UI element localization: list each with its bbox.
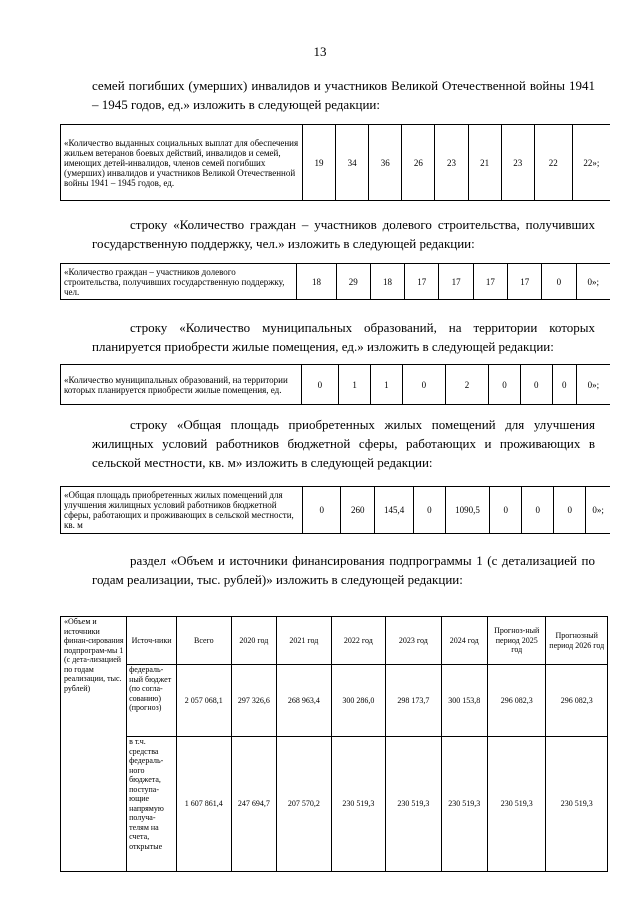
column-header: 2022 год [331,617,386,665]
table-cell: 297 326,6 [231,665,277,737]
table-cell: 230 519,3 [331,737,386,872]
table-cell: 230 519,3 [487,737,546,872]
table-cell: 0 [303,487,341,534]
column-header: 2024 год [441,617,487,665]
paragraph-intro: семей погибших (умерших) инвалидов и участников Великой Отечественной войны 1941 – 1945 годов, ед.» изложить в следующей редакции: [92,78,595,112]
table-cell: 17 [405,264,439,300]
table-cell: 18 [370,264,404,300]
source-cell: федераль-ный бюджет (по согла-сованию) (прогноз) [127,665,177,737]
column-header: Источ-ники [127,617,177,665]
table-cell: 0 [554,487,586,534]
table-cell: 1090,5 [445,487,489,534]
table-cell: 2 [445,365,488,405]
table-social-payments [60,124,610,201]
table-cell: 22 [534,125,572,201]
table-cell: 0 [522,487,554,534]
table-cell: 34 [336,125,369,201]
table-row-label: «Количество муниципальных образований, на территории которых планируется приобрести жилые помещения, ед. [61,365,302,405]
table-row [61,125,611,201]
column-header: 2021 год [277,617,332,665]
table-cell: 296 082,3 [487,665,546,737]
table-cell: 207 570,2 [277,737,332,872]
table-cell: 22»; [572,125,610,201]
table-cell: 0 [402,365,445,405]
table-row [61,487,611,534]
table-cell: 19 [302,125,335,201]
table-cell: 230 519,3 [546,737,608,872]
table-cell: 18 [297,264,336,300]
paragraph-share-construction: строку «Количество граждан – участников долевого строительства, получивших государственную поддержку, чел.» изложить в следующей редакции: [92,217,595,251]
table-row [61,365,611,405]
table-cell: 17 [473,264,507,300]
table-cell: 0 [413,487,445,534]
column-header: Прогнозный период 2026 год [546,617,608,665]
table-row [61,737,608,872]
table-cell: 247 694,7 [231,737,277,872]
column-header: 2023 год [386,617,441,665]
table-cell: 1 [370,365,402,405]
table-cell: 0»; [576,365,610,405]
table-cell: 0 [301,365,338,405]
table-cell: 21 [468,125,501,201]
table-row [61,264,611,300]
table-cell: 145,4 [375,487,413,534]
table-cell: 300 153,8 [441,665,487,737]
table-cell: 298 173,7 [386,665,441,737]
paragraph-living-area: строку «Общая площадь приобретенных жилых помещений для улучшения жилищных условий работников бюджетной сферы, работающих и проживающих в сельской местности, кв. м» изложить в следующей редакции: [92,417,595,470]
table-cell: 268 963,4 [277,665,332,737]
table-cell: 0»; [586,487,610,534]
table-cell: 36 [369,125,402,201]
financing-table [60,616,608,872]
table-living-area [60,486,610,534]
table-row-label: «Количество граждан – участников долевого строительства, получивших государственную поддержку, чел. [61,264,297,300]
paragraph-financing: раздел «Объем и источники финансирования подпрограммы 1 (с детализацией по годам реализации, тыс. рублей)» изложить в следующей редакции: [92,553,595,587]
table-cell: 23 [501,125,534,201]
table-row-label: «Количество выданных социальных выплат для обеспечения жильем ветеранов боевых действий, инвалидов и семей, имеющих детей-инвалидов, членов семей погибших (умерших) инвалидов и участников Великой Отечественной войны 1941 – 1945 годов, ед. [61,125,303,201]
table-cell: 29 [336,264,370,300]
table-cell: 17 [439,264,473,300]
table-cell: 0 [490,487,522,534]
table-cell: 0 [520,365,552,405]
paragraph-municipalities: строку «Количество муниципальных образований, на территории которых планируется приобрести жилые помещения, ед.» изложить в следующей редакции: [92,320,595,354]
table-cell: 1 [339,365,371,405]
table-cell: 2 057 068,1 [176,665,231,737]
table-cell: 26 [402,125,435,201]
table-cell: 0 [489,365,521,405]
table-cell: 1 607 861,4 [176,737,231,872]
source-cell: в т.ч. средства федераль-ного бюджета, поступа-ющие напрямую получа-телям на счета, открытые [127,737,177,872]
column-header: 2020 год [231,617,277,665]
table-cell: 296 082,3 [546,665,608,737]
table-cell: 230 519,3 [441,737,487,872]
table-cell: 0»; [576,264,610,300]
table-cell: 260 [341,487,375,534]
table-cell: 300 286,0 [331,665,386,737]
table-row [61,665,608,737]
column-header: Прогноз-ный период 2025 год [487,617,546,665]
section-label: «Объем и источники финан-сирования подпрограм-мы 1 (с дета-лизацией по годам реализации, тыс. рублей) [61,617,127,872]
table-share-construction [60,263,610,300]
table-municipalities [60,364,610,405]
column-header: Всего [176,617,231,665]
table-row-label: «Общая площадь приобретенных жилых помещений для улучшения жилищных условий работников бюджетной сферы, работающих и проживающих в сельской местности, кв. м [61,487,303,534]
table-cell: 0 [542,264,576,300]
table-header-row [61,617,608,665]
page-number: 13 [313,44,327,59]
table-cell: 230 519,3 [386,737,441,872]
table-cell: 0 [552,365,576,405]
table-cell: 23 [435,125,468,201]
table-cell: 17 [508,264,542,300]
